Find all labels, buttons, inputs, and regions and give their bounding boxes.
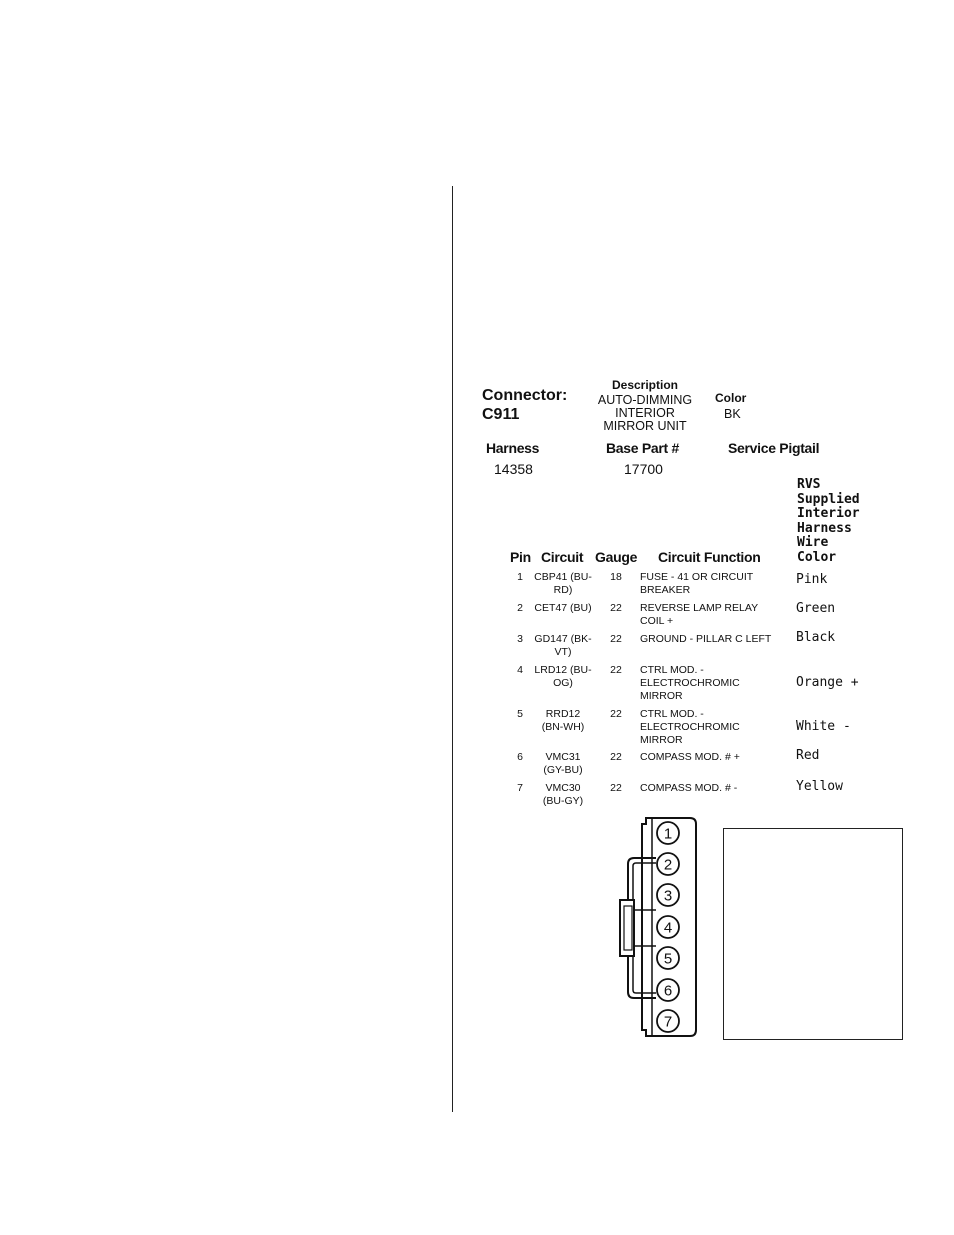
- circuit-cell: [532, 633, 594, 659]
- pin-cell: 4: [517, 664, 523, 676]
- function-line: REVERSE LAMP RELAY: [640, 602, 759, 614]
- gauge-cell: 22: [610, 602, 622, 614]
- wire-color-cell: White -: [796, 719, 851, 734]
- circuit-cell: [532, 571, 594, 597]
- circuit-line: RD): [553, 584, 573, 596]
- wire-color-cell: Red: [796, 748, 820, 763]
- color-value: BK: [724, 407, 741, 421]
- function-line: ELECTROCHROMIC: [640, 677, 740, 689]
- function-cell: [640, 782, 788, 795]
- pin-cell: 6: [517, 751, 523, 763]
- connector-face-diagram: [612, 814, 712, 1040]
- circuit-cell: [532, 602, 594, 615]
- wire-color-cell: Yellow: [796, 779, 843, 794]
- rvs-heading-line: Color: [797, 549, 837, 565]
- circuit-cell: [532, 708, 594, 734]
- service-pigtail-heading: Service Pigtail: [728, 440, 820, 456]
- description-line: MIRROR UNIT: [603, 419, 687, 433]
- description-heading: Description: [611, 378, 678, 392]
- rvs-heading-line: Harness: [797, 520, 852, 536]
- pin-number-5: 5: [663, 950, 673, 968]
- connector-id: C911: [482, 406, 520, 423]
- pin-cell: 5: [517, 708, 523, 720]
- function-line: FUSE - 41 OR CIRCUIT: [640, 571, 754, 583]
- blank-box: [723, 828, 903, 1040]
- rvs-wire-color-heading: [797, 478, 887, 565]
- function-cell: [640, 571, 788, 597]
- harness-heading: Harness: [486, 440, 540, 456]
- function-line: MIRROR: [640, 734, 683, 746]
- circuit-column-header: Circuit: [541, 549, 584, 565]
- rvs-heading-line: RVS: [797, 477, 821, 492]
- circuit-line: VMC31: [545, 751, 581, 763]
- function-cell: [640, 708, 788, 747]
- function-line: COMPASS MOD. # -: [640, 782, 738, 794]
- circuit-function-column-header: Circuit Function: [658, 549, 761, 565]
- circuit-line: RRD12: [545, 708, 581, 720]
- gauge-cell: 22: [610, 708, 622, 720]
- circuit-line: LRD12 (BU-: [534, 664, 592, 676]
- pin-column-header: Pin: [510, 549, 531, 565]
- rvs-heading-line: Wire: [797, 535, 829, 550]
- base-part-value: 17700: [624, 461, 663, 477]
- circuit-cell: [532, 751, 594, 777]
- circuit-line: GD147 (BK-: [534, 633, 592, 645]
- pin-cell: 7: [517, 782, 523, 794]
- description-line: AUTO-DIMMING: [597, 393, 693, 407]
- color-heading: Color: [715, 391, 747, 405]
- description-value: [588, 394, 702, 433]
- wire-color-cell: Pink: [796, 572, 828, 587]
- description-line: INTERIOR: [615, 406, 675, 420]
- gauge-cell: 18: [610, 571, 622, 583]
- circuit-line: VT): [554, 646, 572, 658]
- function-cell: [640, 664, 788, 703]
- circuit-line: (BN-WH): [541, 721, 585, 733]
- circuit-line: (GY-BU): [543, 764, 583, 776]
- circuit-line: CET47 (BU): [534, 602, 592, 614]
- pin-cell: 1: [517, 571, 523, 583]
- function-line: CTRL MOD. -: [640, 664, 704, 676]
- gauge-cell: 22: [610, 751, 622, 763]
- wire-color-cell: Black: [796, 630, 836, 645]
- gauge-cell: 22: [610, 664, 622, 676]
- connector-label: Connector:: [482, 387, 568, 404]
- function-line: MIRROR: [640, 690, 683, 702]
- circuit-cell: [532, 782, 594, 808]
- harness-value: 14358: [494, 461, 533, 477]
- function-line: ELECTROCHROMIC: [640, 721, 740, 733]
- circuit-line: (BU-GY): [542, 795, 584, 807]
- pin-cell: 3: [517, 633, 523, 645]
- circuit-line: CBP41 (BU-: [534, 571, 592, 583]
- gauge-column-header: Gauge: [595, 549, 638, 565]
- function-cell: [640, 602, 788, 628]
- circuit-cell: [532, 664, 594, 690]
- gauge-cell: 22: [610, 633, 622, 645]
- pin-number-2: 2: [663, 856, 673, 874]
- pin-cell: 2: [517, 602, 523, 614]
- circuit-line: OG): [553, 677, 573, 689]
- connector-heading: [482, 386, 567, 424]
- wire-color-cell: Green: [796, 601, 836, 616]
- rvs-heading-line: Supplied: [797, 491, 860, 507]
- pin-number-4: 4: [663, 919, 673, 937]
- function-line: GROUND - PILLAR C LEFT: [640, 633, 772, 645]
- base-part-heading: Base Part #: [606, 440, 679, 456]
- circuit-line: VMC30: [545, 782, 581, 794]
- pin-number-3: 3: [663, 887, 673, 905]
- function-line: CTRL MOD. -: [640, 708, 704, 720]
- pin-number-6: 6: [663, 982, 673, 1000]
- wire-color-cell: Orange +: [796, 675, 859, 690]
- pin-number-1: 1: [663, 825, 673, 843]
- function-line: BREAKER: [640, 584, 691, 596]
- function-cell: [640, 633, 788, 646]
- function-line: COIL +: [640, 615, 674, 627]
- function-line: COMPASS MOD. # +: [640, 751, 740, 763]
- gauge-cell: 22: [610, 782, 622, 794]
- column-divider: [452, 186, 453, 1112]
- pin-number-7: 7: [663, 1013, 673, 1031]
- function-cell: [640, 751, 788, 764]
- rvs-heading-line: Interior: [797, 506, 860, 521]
